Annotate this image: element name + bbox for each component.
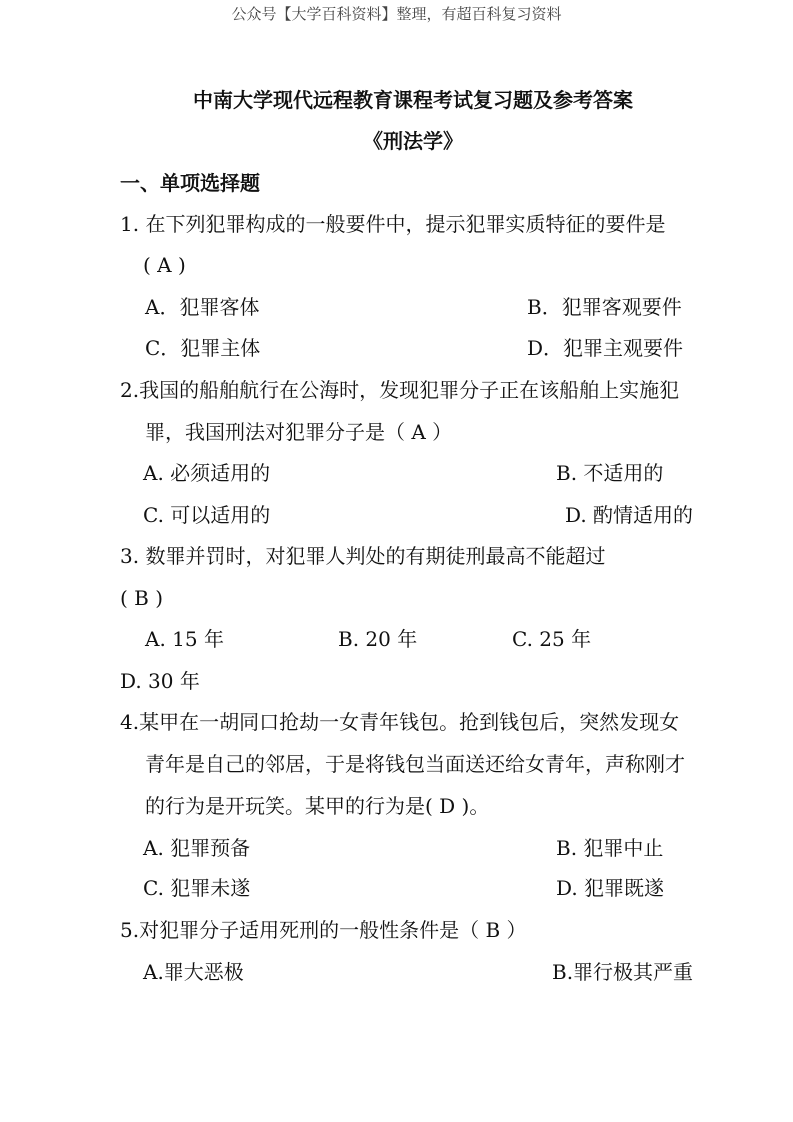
option-a: A.罪大恶极 (143, 960, 244, 984)
option-d: D. 30 年 (120, 669, 200, 693)
option-d: D. 酌情适用的 (565, 503, 694, 527)
page-header: 公众号【大学百科资料】整理，有超百科复习资料 (231, 5, 562, 23)
option-a: A. 15 年 (145, 627, 224, 651)
question-4-text: 4.某甲在一胡同口抢劫一女青年钱包。抢到钱包后，突然发现女 (120, 710, 680, 734)
question-4-text-cont: 青年是自己的邻居，于是将钱包当面送还给女青年，声称刚才 (145, 752, 685, 776)
option-b: B. 不适用的 (556, 461, 664, 485)
question-2-text-cont: 罪，我国刑法对犯罪分子是（ A ） (145, 420, 453, 444)
option-d: D. 犯罪既遂 (556, 876, 665, 900)
option-b: B. 20 年 (338, 627, 418, 651)
option-a: A．犯罪客体 (145, 295, 260, 319)
option-b: B．犯罪客观要件 (527, 295, 682, 319)
document-subtitle: 《刑法学》 (363, 129, 463, 153)
section-heading: 一、单项选择题 (120, 171, 260, 195)
option-a: A. 必须适用的 (143, 461, 271, 485)
option-b: B.罪行极其严重 (552, 960, 694, 984)
option-c: C. 犯罪未遂 (143, 876, 251, 900)
question-5-text: 5.对犯罪分子适用死刑的一般性条件是（ B ） (120, 918, 527, 942)
option-d: D．犯罪主观要件 (527, 336, 684, 360)
question-1-answer: ( A ) (143, 253, 186, 277)
question-1-text: 1. 在下列犯罪构成的一般要件中，提示犯罪实质特征的要件是 (120, 212, 666, 236)
question-2-text: 2.我国的船舶航行在公海时，发现犯罪分子正在该船舶上实施犯 (120, 378, 680, 402)
option-a: A. 犯罪预备 (143, 836, 251, 860)
option-b: B. 犯罪中止 (556, 836, 664, 860)
option-c: C. 25 年 (512, 627, 592, 651)
document-title: 中南大学现代远程教育课程考试复习题及参考答案 (193, 88, 633, 112)
option-c: C. 可以适用的 (143, 503, 271, 527)
question-3-text: 3. 数罪并罚时，对犯罪人判处的有期徒刑最高不能超过 (120, 544, 606, 568)
option-c: C．犯罪主体 (145, 336, 261, 360)
question-4-text-cont: 的行为是开玩笑。某甲的行为是( D )。 (145, 794, 490, 818)
question-3-answer: ( B ) (120, 586, 164, 610)
